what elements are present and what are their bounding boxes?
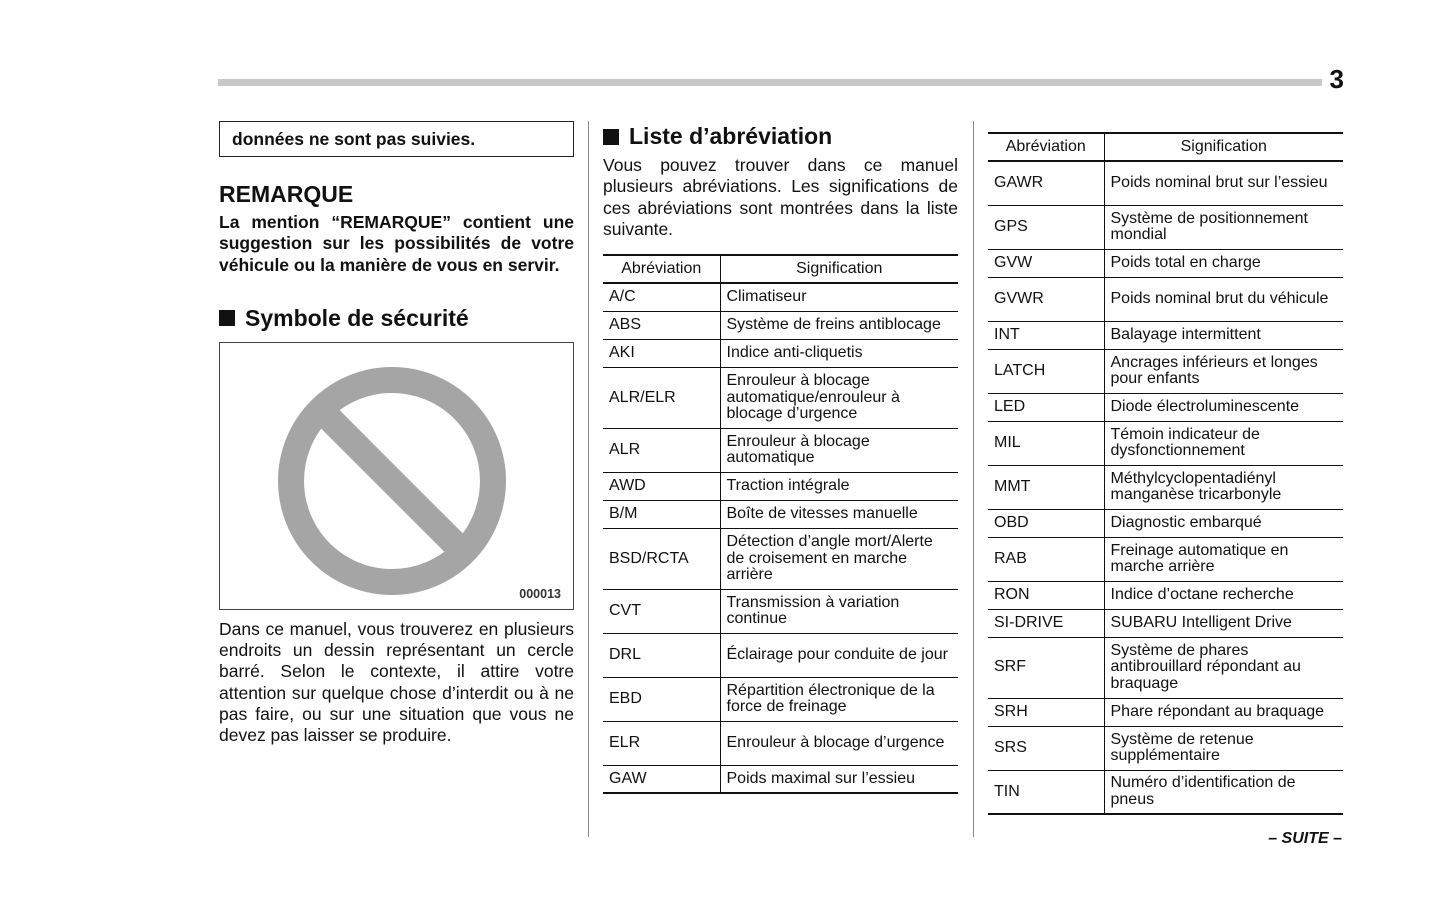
table-row (603, 500, 958, 528)
header-abbreviation: Abréviation (988, 133, 1104, 161)
abbreviation-cell: GAW (603, 765, 720, 793)
abbreviation-heading: Liste d’abréviation (629, 123, 833, 149)
signification-cell: Enrouleur à blocage automatique/enrouleur à blocage d’urgence (720, 367, 958, 428)
table-row (988, 321, 1343, 349)
table-row (988, 609, 1343, 637)
abbreviation-cell: LATCH (988, 349, 1104, 393)
signification-cell: Poids nominal brut du véhicule (1104, 277, 1343, 321)
table-row (603, 721, 958, 765)
table-row (603, 339, 958, 367)
signification-cell: Méthylcyclopentadiényl manganèse tricarbonyle (1104, 465, 1343, 509)
table-row (988, 509, 1343, 537)
table-row (988, 205, 1343, 249)
signification-cell: SUBARU Intelligent Drive (1104, 609, 1343, 637)
safety-figure (219, 342, 574, 610)
prohibition-icon (220, 343, 573, 609)
abbreviation-cell: MIL (988, 421, 1104, 465)
abbreviation-cell: DRL (603, 633, 720, 677)
abbreviation-cell: AWD (603, 472, 720, 500)
safety-section-title (219, 305, 574, 332)
column-right (988, 132, 1343, 815)
signification-cell: Système de positionnement mondial (1104, 205, 1343, 249)
table-row (603, 528, 958, 589)
remarque-body: La mention “REMARQUE” contient une suggestion sur les possibilités de votre véhicule ou la manière de vous en servir. (219, 212, 574, 275)
table-row (603, 633, 958, 677)
table-row (603, 428, 958, 472)
signification-cell: Boîte de vitesses manuelle (720, 500, 958, 528)
abbreviation-cell: SRH (988, 698, 1104, 726)
abbreviation-cell: AKI (603, 339, 720, 367)
abbreviation-table-1 (603, 254, 958, 794)
header-abbreviation: Abréviation (603, 255, 720, 283)
signification-cell: Poids total en charge (1104, 249, 1343, 277)
header-signification: Signification (1104, 133, 1343, 161)
signification-cell: Enrouleur à blocage automatique (720, 428, 958, 472)
abbreviation-cell: RON (988, 581, 1104, 609)
abbreviation-cell: OBD (988, 509, 1104, 537)
table-row (603, 677, 958, 721)
safety-heading: Symbole de sécurité (245, 304, 469, 331)
table-row (603, 589, 958, 633)
signification-cell: Système de retenue supplémentaire (1104, 726, 1343, 770)
remarque-heading: REMARQUE (219, 181, 354, 207)
abbreviation-cell: INT (988, 321, 1104, 349)
table-row (988, 349, 1343, 393)
signification-cell: Ancrages inférieurs et longes pour enfants (1104, 349, 1343, 393)
signification-cell: Numéro d’identification de pneus (1104, 770, 1343, 814)
signification-cell: Transmission à variation continue (720, 589, 958, 633)
table-row (603, 311, 958, 339)
signification-cell: Témoin indicateur de dysfonctionnement (1104, 421, 1343, 465)
abbreviation-intro: Vous pouvez trouver dans ce manuel plusieurs abréviations. Les significations de ces abréviations sont montrées dans la liste suivante. (603, 155, 958, 239)
table-row (988, 465, 1343, 509)
abbreviation-cell: CVT (603, 589, 720, 633)
abbreviation-cell: EBD (603, 677, 720, 721)
table-row (988, 421, 1343, 465)
table-row (988, 277, 1343, 321)
figure-code: 000013 (519, 586, 561, 601)
signification-cell: Climatiseur (720, 283, 958, 311)
table-row (988, 393, 1343, 421)
page-number: 3 (1329, 64, 1344, 94)
signification-cell: Enrouleur à blocage d’urgence (720, 721, 958, 765)
signification-cell: Système de phares antibrouillard répondant au braquage (1104, 637, 1343, 698)
table-row (988, 770, 1343, 814)
signification-cell: Indice anti-cliquetis (720, 339, 958, 367)
abbreviation-cell: GVW (988, 249, 1104, 277)
header-signification: Signification (720, 255, 958, 283)
signification-cell: Freinage automatique en marche arrière (1104, 537, 1343, 581)
signification-cell: Balayage intermittent (1104, 321, 1343, 349)
signification-cell: Phare répondant au braquage (1104, 698, 1343, 726)
signification-cell: Traction intégrale (720, 472, 958, 500)
column-left (219, 121, 574, 747)
safety-paragraph: Dans ce manuel, vous trouverez en plusieurs endroits un dessin représentant un cercle barré. Selon le contexte, il attire votre attention sur quelque chose d’interdit ou à ne pas faire, ou sur une situation que vous ne devez pas laisser se produire. (219, 618, 574, 746)
abbreviation-cell: RAB (988, 537, 1104, 581)
table-row (603, 472, 958, 500)
signification-cell: Poids maximal sur l’essieu (720, 765, 958, 793)
signification-cell: Diagnostic embarqué (1104, 509, 1343, 537)
table-row (603, 283, 958, 311)
abbreviation-cell: ALR/ELR (603, 367, 720, 428)
abbreviation-cell: ABS (603, 311, 720, 339)
abbreviation-cell: SRS (988, 726, 1104, 770)
section-square-icon (603, 129, 619, 145)
table-header-row (603, 255, 958, 283)
abbreviation-cell: GPS (988, 205, 1104, 249)
signification-cell: Éclairage pour conduite de jour (720, 633, 958, 677)
header-rule (218, 79, 1322, 86)
abbreviation-cell: GAWR (988, 161, 1104, 205)
abbreviation-cell: BSD/RCTA (603, 528, 720, 589)
table-header-row (988, 133, 1343, 161)
table-row (603, 367, 958, 428)
table-row (988, 726, 1343, 770)
column-divider (973, 121, 974, 837)
continued-label: – SUITE – (1268, 830, 1342, 847)
signification-cell: Répartition électronique de la force de freinage (720, 677, 958, 721)
signification-cell: Diode électroluminescente (1104, 393, 1343, 421)
abbreviation-cell: ALR (603, 428, 720, 472)
table-row (988, 637, 1343, 698)
column-divider (588, 121, 589, 837)
table-row (988, 249, 1343, 277)
table-row (988, 698, 1343, 726)
abbreviation-cell: GVWR (988, 277, 1104, 321)
abbreviation-section-title (603, 123, 958, 150)
table-row (603, 765, 958, 793)
abbreviation-table-2 (988, 132, 1343, 815)
table-row (988, 161, 1343, 205)
column-middle (603, 123, 958, 794)
abbreviation-cell: MMT (988, 465, 1104, 509)
boxed-note: données ne sont pas suivies. (219, 121, 574, 157)
signification-cell: Poids nominal brut sur l’essieu (1104, 161, 1343, 205)
abbreviation-cell: SI-DRIVE (988, 609, 1104, 637)
table-row (988, 581, 1343, 609)
section-square-icon (219, 310, 235, 326)
abbreviation-cell: ELR (603, 721, 720, 765)
abbreviation-cell: TIN (988, 770, 1104, 814)
abbreviation-cell: LED (988, 393, 1104, 421)
signification-cell: Détection d’angle mort/Alerte de croisement en marche arrière (720, 528, 958, 589)
signification-cell: Système de freins antiblocage (720, 311, 958, 339)
abbreviation-cell: SRF (988, 637, 1104, 698)
table-row (988, 537, 1343, 581)
abbreviation-cell: A/C (603, 283, 720, 311)
signification-cell: Indice d’octane recherche (1104, 581, 1343, 609)
abbreviation-cell: B/M (603, 500, 720, 528)
